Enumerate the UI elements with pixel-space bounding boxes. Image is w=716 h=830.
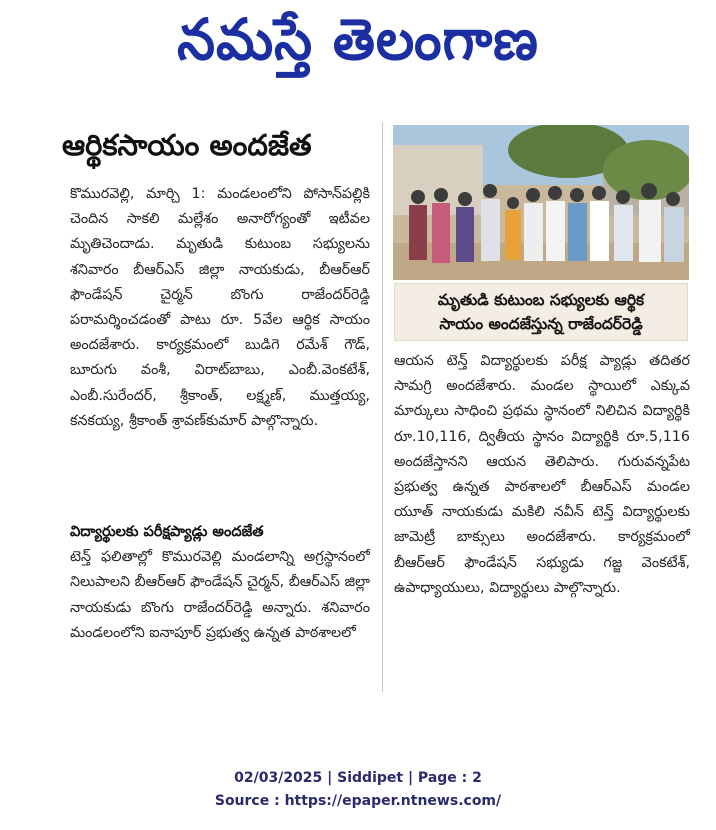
column-divider bbox=[382, 122, 383, 692]
newspaper-title: నమస్తే తెలంగాణ bbox=[177, 6, 539, 73]
article-left-column bbox=[70, 182, 370, 434]
article-headline: ఆర్థికసాయం అందజేత bbox=[62, 128, 312, 162]
photo-caption bbox=[394, 283, 688, 341]
article-paragraph: ఆయన టెన్త్ విద్యార్థులకు పరీక్ష ప్యాడ్లు తదితర సామగ్రి అందజేశారు. మండల స్థాయిలో ఎక్కువ మార్కులు సాధించి ప్రథమ స్థానంలో నిలిచిన విద్యార్థికి రూ.10,116, ద్వితీయ స్థానం విద్యార్థికి రూ.5,116 అందజేస్తానని ఆయన తెలిపారు. గురువన్నపేట ప్రభుత్వ ఉన్నత పాఠశాలలో బీఆర్‌ఎస్ మండల యూత్ నాయకుడు మకిలి నవీన్ టెన్త్ విద్యార్థులకు జామెట్రీ బాక్సులు అందజేశారు. కార్యక్రమంలో బీఆర్‌ఆర్ ఫౌండేషన్ సభ్యుడు గజ్జ వెంకటేశ్, ఉపాధ్యాయులు, విద్యార్థులు పాల్గొన్నారు. bbox=[394, 353, 690, 596]
caption-line: సాయం అందజేస్తున్న రాజేందర్‌రెడ్డి bbox=[439, 315, 643, 333]
masthead bbox=[0, 4, 716, 76]
footer-source: Source : https://epaper.ntnews.com/ bbox=[214, 793, 502, 809]
group-photo-image bbox=[393, 125, 689, 280]
article-subheading: విద్యార్థులకు పరీక్షప్యాడ్లు అందజేత bbox=[70, 524, 264, 540]
caption-line: మృతుడి కుటుంబ సభ్యులకు ఆర్థిక bbox=[437, 291, 645, 309]
footer-date-edition: 02/03/2025 | Siddipet | Page : 2 bbox=[234, 770, 482, 786]
article-paragraph: టెన్త్ ఫలితాల్లో కొమురవెల్లి మండలాన్ని అగ్రస్థానంలో నిలుపాలని బీఆర్‌ఆర్ ఫౌండేషన్ చైర్మన్, బీఆర్‌ఎస్ జిల్లా నాయకుడు బొంగు రాజేందర్‌రెడ్డి అన్నారు. శనివారం మండలంలోని ఐనాపూర్ ప్రభుత్వ ఉన్నత పాఠశాలలో bbox=[70, 549, 370, 641]
article-right-column bbox=[394, 349, 690, 601]
news-photo bbox=[393, 125, 689, 280]
article-left-column-2 bbox=[70, 520, 370, 646]
article-paragraph: కొమురవెల్లి, మార్చి 1: మండలంలోని పోసాన్‌పల్లికి చెందిన సాకలి మల్లేశం అనారోగ్యంతో ఇటీవల మృతిచెందాడు. మృతుడి కుటుంబ సభ్యులను శనివారం బీఆర్‌ఎస్ జిల్లా నాయకుడు, బీఆర్‌ఆర్ ఫౌండేషన్ చైర్మన్ బొంగు రాజేందర్‌రెడ్డి పరామర్శించడంతో పాటు రూ. 5వేల ఆర్థిక సాయం అందజేశారు. కార్యక్రమంలో బుడిగె రమేశ్ గౌడ్, బూరుగు వంశీ, విరాట్‌బాబు, ఎంబీ.వెంకటేశ్, ఎంబీ.సురేందర్, శ్రీకాంత్, లక్ష్మణ్, ముత్తయ్య, కనకయ్య, శ్రీకాంత్ శ్రావణ్‌కుమార్ పాల్గొన్నారు. bbox=[70, 186, 370, 429]
